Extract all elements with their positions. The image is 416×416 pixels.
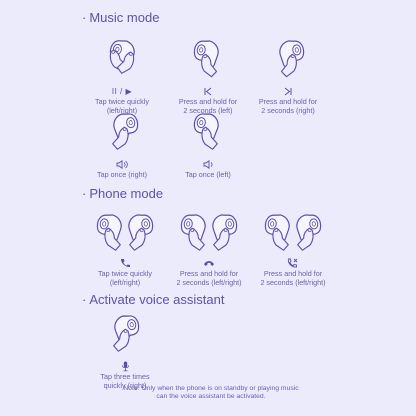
next-track-icon [243,84,333,98]
caption: Press and hold for 2 seconds (right) [258,97,318,115]
music-item-volume-up [77,107,167,180]
caption: Press and hold for 2 seconds (left) [178,97,238,115]
volume-up-icon [77,157,167,171]
bullet-dot-icon: · [82,186,87,201]
play-pause-icon: II / ▶ [111,86,133,96]
phone-mode-title: Phone mode [89,186,164,201]
caption: Tap once (left) [185,170,231,179]
earbud-press-right-illustration-icon [243,34,333,84]
music-item-next [243,34,333,115]
caption: Press and hold for 2 seconds (left/right) [260,269,326,287]
bullet-dot-icon: · [82,292,87,307]
earbuds-hold-both-illustration-icon [248,206,338,256]
voice-assistant-note: Note: Only when the phone is on standby or playing music can the voice assistant be activated. [123,385,299,401]
earbuds-tap-both-illustration-icon [80,206,170,256]
phone-mode-heading [82,186,163,201]
earbud-tap-left-illustration-icon [163,107,253,157]
phone-reject-icon [248,256,338,270]
phone-item-answer [80,206,170,287]
caption: Tap twice quickly (left/right) [95,97,149,115]
voice-item-activate [80,309,170,390]
earbud-press-left-illustration-icon [163,34,253,84]
earbuds-press-both-illustration-icon [164,206,254,256]
caption: Tap twice quickly (left/right) [98,269,152,287]
phone-item-reject [248,206,338,287]
phone-answer-icon [80,256,170,270]
earbud-tap-illustration-icon [77,34,167,84]
music-item-volume-down [163,107,253,180]
voice-assistant-heading [82,292,224,307]
caption: Press and hold for 2 seconds (left/right) [176,269,242,287]
microphone-icon [80,359,170,373]
earbud-tap-right-illustration-icon [77,107,167,157]
previous-track-icon [163,84,253,98]
music-item-play-pause [77,34,167,115]
volume-down-icon [163,157,253,171]
earbud-tap-right-illustration-icon [80,309,170,359]
bullet-dot-icon: · [82,10,87,25]
phone-hangup-icon [164,256,254,270]
phone-item-hangup [164,206,254,287]
caption: Tap once (right) [97,170,147,179]
music-mode-heading [82,10,159,25]
voice-assistant-title: Activate voice assistant [89,292,225,307]
music-item-previous [163,34,253,115]
music-mode-title: Music mode [89,10,160,25]
caption: Tap three times quickly (right) [100,372,150,390]
